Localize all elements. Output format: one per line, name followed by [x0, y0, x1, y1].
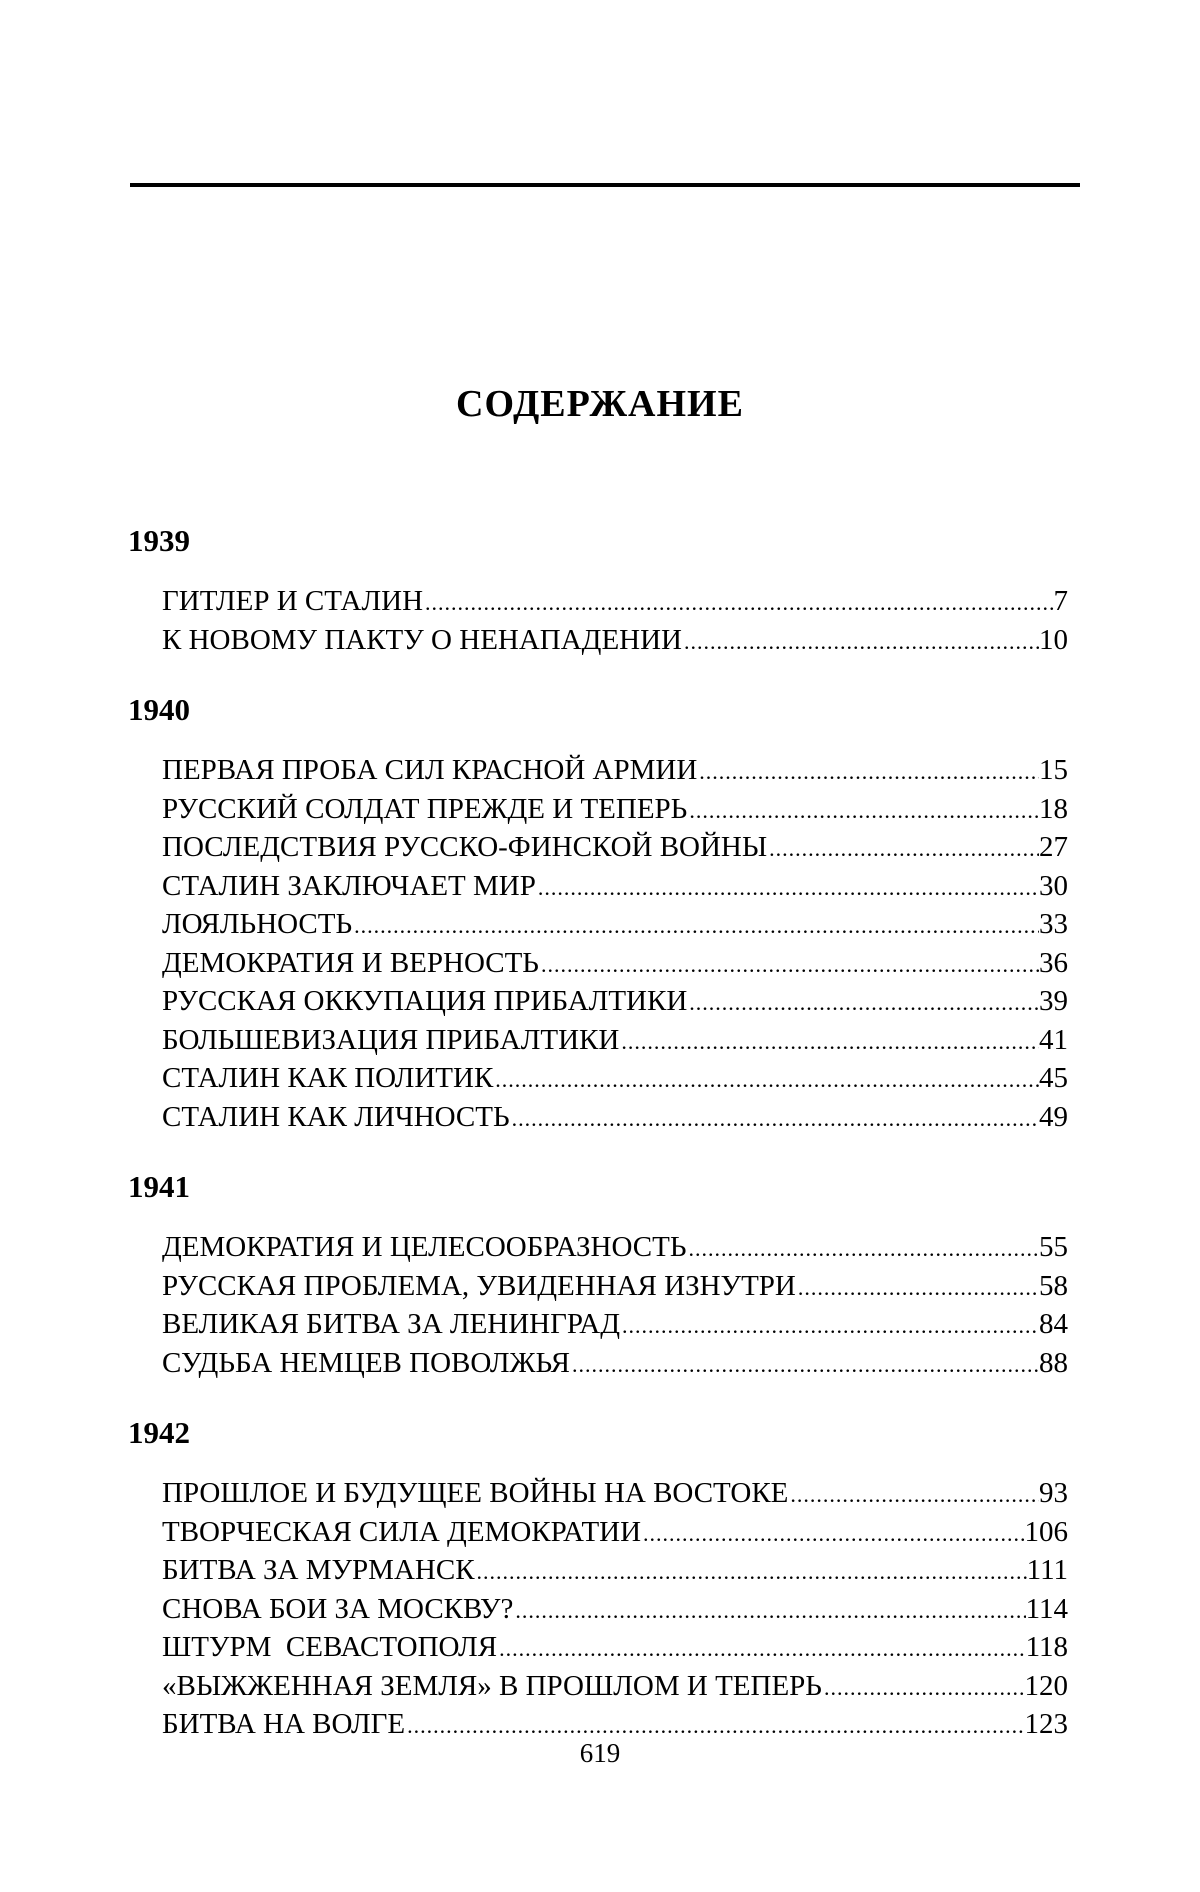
entry-page: 33	[1039, 908, 1068, 940]
dot-leader	[686, 1230, 1039, 1269]
page-number: 619	[579, 1738, 621, 1768]
toc-entry[interactable]	[162, 1098, 1068, 1137]
toc-section-1940	[128, 689, 1078, 1136]
section-year: 1939	[128, 523, 190, 558]
dot-leader	[620, 1307, 1039, 1346]
entry-title: ПЕРВАЯ ПРОБА СИЛ КРАСНОЙ АРМИИ	[162, 754, 698, 786]
entry-title: СТАЛИН КАК ПОЛИТИК	[162, 1062, 494, 1094]
entry-page: 123	[1024, 1708, 1068, 1740]
entry-title: РУССКАЯ ОККУПАЦИЯ ПРИБАЛТИКИ	[162, 985, 688, 1017]
entry-title: К НОВОМУ ПАКТУ О НЕНАПАДЕНИИ	[162, 623, 683, 656]
toc-entry[interactable]	[162, 1267, 1068, 1306]
dot-leader	[513, 1592, 1025, 1631]
top-rule	[130, 183, 1080, 187]
toc-entry[interactable]	[162, 1667, 1068, 1706]
entry-page: 30	[1039, 869, 1068, 902]
dot-leader	[822, 1669, 1025, 1708]
entry-page: 27	[1039, 831, 1068, 863]
entry-page: 106	[1024, 1515, 1068, 1548]
entry-page: 120	[1024, 1669, 1068, 1702]
entry-title: ГИТЛЕР И СТАЛИН	[162, 585, 424, 617]
dot-leader	[687, 984, 1039, 1023]
entry-page: 15	[1039, 754, 1068, 786]
entry-page: 114	[1025, 1592, 1068, 1625]
dot-leader	[475, 1553, 1027, 1592]
toc-section-1939	[128, 520, 1078, 659]
entry-title: СНОВА БОИ ЗА МОСКВУ?	[162, 1592, 514, 1625]
dot-leader	[619, 1023, 1039, 1062]
toc-entry[interactable]	[162, 867, 1068, 906]
section-year: 1940	[128, 692, 190, 727]
toc-entry[interactable]	[162, 621, 1068, 660]
toc-section-1942	[128, 1412, 1078, 1744]
dot-leader	[423, 584, 1053, 623]
entry-page: 118	[1025, 1631, 1068, 1663]
entry-title: БИТВА ЗА МУРМАНСК	[162, 1554, 475, 1586]
entry-title: ВЕЛИКАЯ БИТВА ЗА ЛЕНИНГРАД	[162, 1308, 621, 1340]
entry-title: СУДЬБА НЕМЦЕВ ПОВОЛЖЬЯ	[162, 1346, 570, 1379]
dot-leader	[539, 946, 1039, 985]
toc-entry[interactable]	[162, 1021, 1068, 1060]
dot-leader	[493, 1061, 1039, 1100]
entry-page: 55	[1039, 1231, 1068, 1263]
entry-page: 93	[1039, 1477, 1068, 1509]
entry-title: «ВЫЖЖЕННАЯ ЗЕМЛЯ» В ПРОШЛОМ И ТЕПЕРЬ	[162, 1669, 822, 1702]
entry-title: РУССКИЙ СОЛДАТ ПРЕЖДЕ И ТЕПЕРЬ	[162, 792, 688, 825]
table-of-contents	[128, 520, 1078, 1774]
dot-leader	[497, 1630, 1026, 1669]
entry-title: БОЛЬШЕВИЗАЦИЯ ПРИБАЛТИКИ	[162, 1023, 620, 1056]
entry-page: 10	[1039, 623, 1068, 656]
toc-entry[interactable]	[162, 790, 1068, 829]
entry-title: ЛОЯЛЬНОСТЬ	[162, 908, 353, 940]
toc-entry[interactable]	[162, 982, 1068, 1021]
entry-title: ПОСЛЕДСТВИЯ РУССКО-ФИНСКОЙ ВОЙНЫ	[162, 831, 768, 863]
toc-entry[interactable]	[162, 582, 1068, 621]
dot-leader	[788, 1476, 1039, 1515]
entry-page: 45	[1039, 1062, 1068, 1094]
entry-page: 49	[1039, 1100, 1068, 1133]
toc-entry[interactable]	[162, 905, 1068, 944]
toc-entry[interactable]	[162, 1474, 1068, 1513]
section-year: 1942	[128, 1415, 190, 1450]
entry-page: 18	[1039, 792, 1068, 825]
dot-leader	[697, 753, 1039, 792]
section-entries	[128, 1228, 1078, 1382]
toc-entry[interactable]	[162, 1513, 1068, 1552]
dot-leader	[767, 830, 1039, 869]
dot-leader	[687, 792, 1039, 831]
section-entries	[128, 582, 1078, 659]
entry-title: СТАЛИН КАК ЛИЧНОСТЬ	[162, 1100, 510, 1133]
entry-page: 7	[1053, 585, 1068, 617]
dot-leader	[510, 1100, 1039, 1139]
entry-page: 36	[1039, 946, 1068, 979]
entry-title: РУССКАЯ ПРОБЛЕМА, УВИДЕННАЯ ИЗНУТРИ	[162, 1269, 796, 1302]
toc-entry[interactable]	[162, 944, 1068, 983]
dot-leader	[536, 869, 1039, 908]
toc-entry[interactable]	[162, 1551, 1068, 1590]
entry-title: ДЕМОКРАТИЯ И ЦЕЛЕСООБРАЗНОСТЬ	[162, 1231, 687, 1263]
dot-leader	[796, 1269, 1039, 1308]
entry-page: 84	[1039, 1308, 1068, 1340]
entry-title: СТАЛИН ЗАКЛЮЧАЕТ МИР	[162, 869, 536, 902]
toc-entry[interactable]	[162, 1628, 1068, 1667]
section-year: 1941	[128, 1169, 190, 1204]
toc-entry[interactable]	[162, 828, 1068, 867]
entry-title: ШТУРМ СЕВАСТОПОЛЯ	[162, 1631, 498, 1663]
entry-page: 111	[1026, 1554, 1068, 1586]
toc-entry[interactable]	[162, 1228, 1068, 1267]
entry-page: 41	[1039, 1023, 1068, 1056]
entry-page: 58	[1039, 1269, 1068, 1302]
entry-title: ДЕМОКРАТИЯ И ВЕРНОСТЬ	[162, 946, 539, 979]
entry-title: БИТВА НА ВОЛГЕ	[162, 1708, 406, 1740]
toc-entry[interactable]	[162, 1344, 1068, 1383]
toc-entry[interactable]	[162, 1305, 1068, 1344]
entry-page: 88	[1039, 1346, 1068, 1379]
entry-title: ПРОШЛОЕ И БУДУЩЕЕ ВОЙНЫ НА ВОСТОКЕ	[162, 1477, 789, 1509]
toc-section-1941	[128, 1166, 1078, 1382]
dot-leader	[570, 1346, 1039, 1385]
dot-leader	[352, 907, 1039, 946]
toc-entry[interactable]	[162, 751, 1068, 790]
toc-entry[interactable]	[162, 1590, 1068, 1629]
toc-entry[interactable]	[162, 1059, 1068, 1098]
section-entries	[128, 751, 1078, 1136]
page-title: СОДЕРЖАНИЕ	[456, 383, 744, 425]
entry-page: 39	[1039, 985, 1068, 1017]
section-entries	[128, 1474, 1078, 1744]
entry-title: ТВОРЧЕСКАЯ СИЛА ДЕМОКРАТИИ	[162, 1515, 642, 1548]
dot-leader	[682, 623, 1039, 662]
dot-leader	[641, 1515, 1024, 1554]
